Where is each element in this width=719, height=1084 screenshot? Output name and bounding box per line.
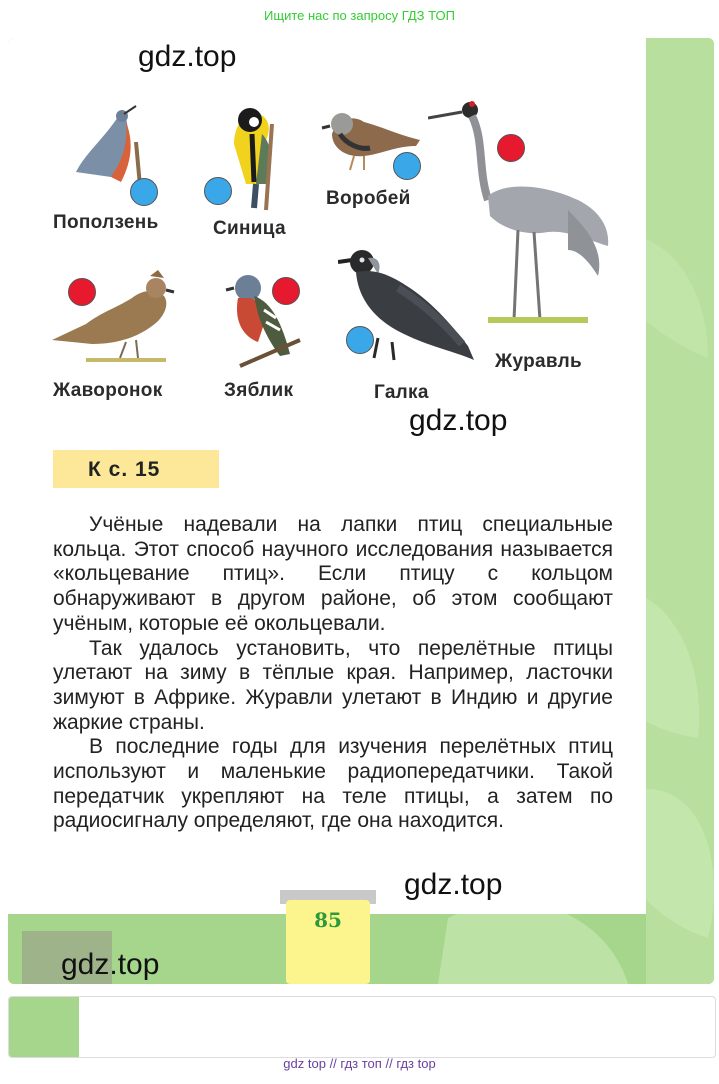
page-reference: К с. 15 — [88, 458, 161, 481]
paragraph: Учёные надевали на лапки птиц специальные кольца. Этот способ научного исследования называется «кольцевание птиц». Если птицу с кольцом обнаруживают в другом районе, об этом сообщают учёным, которые её окольцевали. — [53, 513, 613, 635]
tit-illustration — [226, 104, 286, 214]
footer-link[interactable]: гдз топ — [340, 1056, 382, 1071]
wintering-marker — [130, 178, 158, 206]
page-number: 85 — [314, 908, 342, 932]
footer — [0, 1056, 719, 1078]
next-page-preview — [8, 996, 716, 1058]
wintering-marker — [393, 152, 421, 180]
bird-label-crane: Журавль — [495, 351, 582, 372]
watermark: gdz.top — [138, 40, 237, 73]
textbook-page — [8, 38, 714, 984]
bird-label-sparrow: Воробей — [326, 188, 411, 209]
main-text — [53, 513, 613, 834]
watermark: gdz.top — [409, 404, 508, 437]
paragraph: Так удалось установить, что перелётные птицы улетают на зиму в тёплые края. Например, ласточки зимуют в Африке. Журавли улетают в Индию и другие жаркие страны. — [53, 636, 613, 734]
wintering-marker — [346, 326, 374, 354]
migratory-marker — [68, 278, 96, 306]
bird-label-nuthatch: Поползень — [53, 212, 159, 233]
footer-link[interactable]: gdz top — [283, 1056, 326, 1071]
next-page-strip — [9, 997, 79, 1057]
bird-label-lark: Жаворонок — [53, 380, 163, 401]
migratory-marker — [272, 277, 300, 305]
wintering-marker — [204, 177, 232, 205]
footer-separator: // — [329, 1056, 337, 1071]
paragraph: В последние годы для изучения перелётных птиц используют и маленькие радиопередатчики. Такой передатчик укрепляют на теле птицы, а затем по радиосигналу определяют, где она находится. — [53, 735, 613, 833]
bird-label-tit: Синица — [213, 218, 286, 239]
lark-illustration — [46, 268, 176, 364]
footer-separator: // — [385, 1056, 393, 1071]
footer-link[interactable]: гдз top — [396, 1056, 436, 1071]
migratory-marker — [497, 134, 525, 162]
search-banner: Ищите нас по запросу ГДЗ ТОП — [264, 8, 455, 23]
bird-label-jackdaw: Галка — [374, 382, 429, 403]
bird-label-chaffinch: Зяблик — [224, 380, 294, 401]
watermark: gdz.top — [404, 868, 503, 901]
watermark: gdz.top — [61, 948, 160, 981]
